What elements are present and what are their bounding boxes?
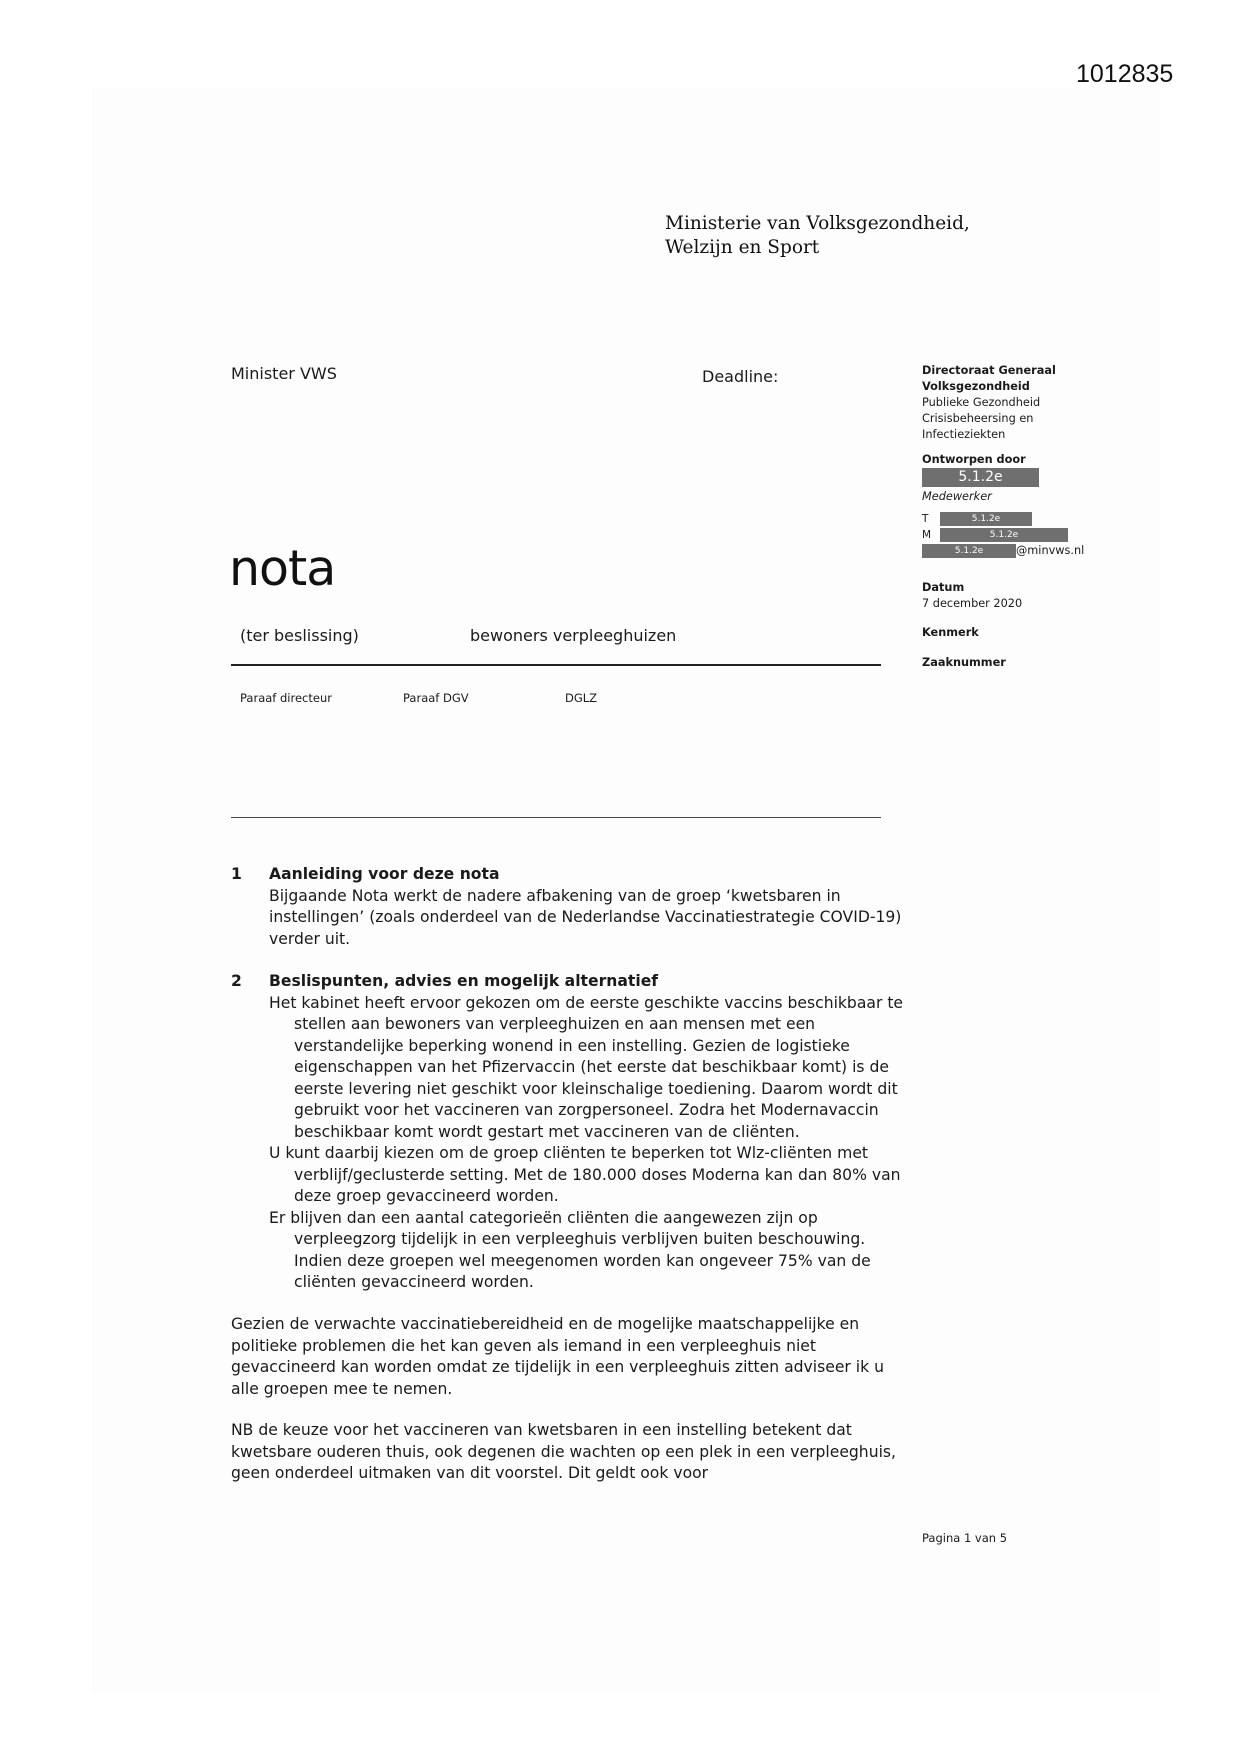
ministry-line-1: Ministerie van Volksgezondheid, [665,213,970,234]
deadline-label: Deadline: [702,367,779,386]
mobile-label: M [922,529,932,541]
reference-label: Kenmerk [922,626,979,639]
paraaf-director: Paraaf directeur [240,691,332,705]
dept-line-2: Crisisbeheersing en [922,412,1034,425]
date-value: 7 december 2020 [922,597,1023,610]
dg-line-2: Volksgezondheid [922,380,1030,393]
sender-sidebar [922,363,1162,671]
section-2-body [269,993,911,1294]
section-1-text: Bijgaande Nota werkt de nadere afbakening van de groep ‘kwetsbaren in instellingen’ (zoals onderdeel van de Nederlandse Vaccinatiestrategie COVID-19) verder uit. [269,886,902,948]
ministry-line-2: Welzijn en Sport [665,237,820,258]
phone-label: T [922,513,929,525]
section-2-heading: Beslispunten, advies en mogelijk alternatief [269,972,659,990]
redacted-email: 5.1.2e [922,544,1016,558]
redacted-mobile: 5.1.2e [940,528,1068,542]
redacted-phone: 5.1.2e [940,512,1032,526]
email-row [922,543,1162,559]
subject: bewoners verpleeghuizen [470,626,677,645]
dept-line-3: Infectieziekten [922,428,1006,441]
document-number: 1012835 [1076,60,1174,88]
section-2-number: 2 [231,972,242,990]
case-number-label: Zaaknummer [922,656,1006,669]
section-2-paragraph-1: Het kabinet heeft ervoor gekozen om de eerste geschikte vaccins beschikbaar te stellen aan bewoners van verpleeghuizen en aan mensen met een verstandelijke beperking wonend in een instelling. Gezien de logistieke eigenschappen van het Pfizervaccin (het eerste dat beschikbaar komt) is de eerste levering niet geschikt voor kleinschalige toediening. Daarom wordt dit gebruikt voor het vaccineren van zorgpersoneel. Zodra het Modernavaccin beschikbaar komt wordt gestart met vaccineren van de cliënten. [269,993,904,1141]
phone-row [922,511,1162,527]
section-1-number: 1 [231,865,242,883]
section-2-paragraph-2: U kunt daarbij kiezen om de groep cliënten te beperken tot Wlz-cliënten met verblijf/geclusterde setting. Met de 180.000 doses Moderna kan dan 80% van deze groep gevaccineerd worden. [269,1144,901,1205]
addressee: Minister VWS [231,364,337,383]
redacted-name: 5.1.2e [922,468,1039,487]
advice-paragraph: Gezien de verwachte vaccinatiebereidheid en de mogelijke maatschappelijke en politieke problemen die het kan geven als iemand in een verpleeghuis niet gevaccineerd kan worden omdat ze tijdelijk in een verpleeghuis zitten adviseer ik u alle groepen mee te nemen. [231,1315,884,1398]
divider-top [231,664,881,666]
date-label: Datum [922,581,965,594]
dept-line-1: Publieke Gezondheid [922,396,1041,409]
mobile-row [922,527,1162,543]
section-1-heading: Aanleiding voor deze nota [269,865,500,883]
paraaf-dglz: DGLZ [565,691,598,705]
section-2-paragraph-3: Er blijven dan een aantal categorieën cliënten die aangewezen zijn op verpleegzorg tijdelijk in een verpleeghuis verblijven buiten beschouwing. Indien deze groepen wel meegenomen worden kan ongeveer 75% van de cliënten gevaccineerd worden. [269,1208,871,1291]
document-title: nota [229,540,336,597]
decision-type: (ter beslissing) [240,626,359,645]
dg-line-1: Directoraat Generaal [922,364,1056,377]
paraaf-dgv: Paraaf DGV [403,691,469,705]
designed-by-label: Ontworpen door [922,453,1026,466]
role-label: Medewerker [922,490,992,503]
email-suffix: @minvws.nl [1016,544,1085,557]
divider-bottom [231,817,881,818]
ministry-logo-text [665,212,985,260]
page-number: Pagina 1 van 5 [922,1531,1008,1545]
note-paragraph: NB de keuze voor het vaccineren van kwetsbaren in een instelling betekent dat kwetsbare ouderen thuis, ook degenen die wachten op een plek in een verpleeghuis, geen onderdeel uitmaken van dit voorstel. Dit geldt ook voor [231,1421,896,1482]
